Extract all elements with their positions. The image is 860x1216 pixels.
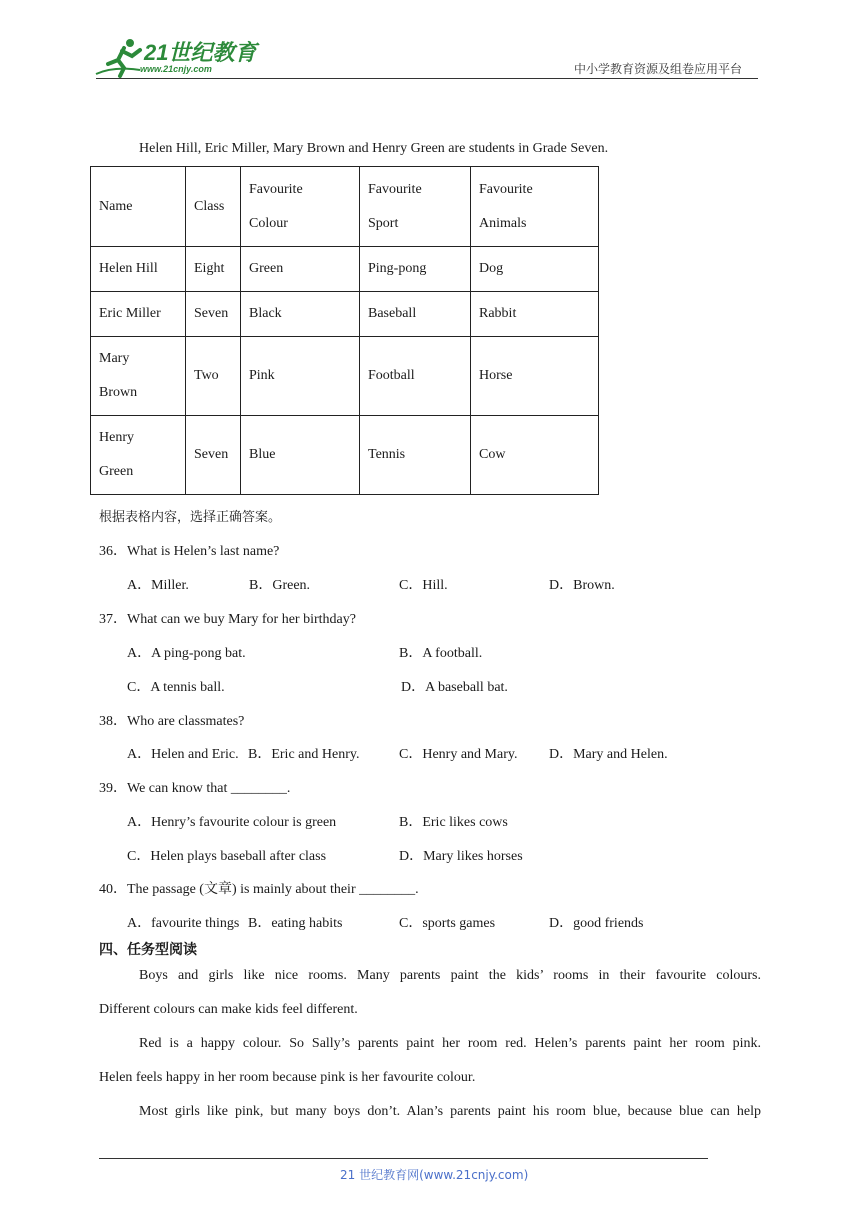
passage-line: Red is a happy colour. So Sally’s parents paint her room red. Helen’s parents paint her room pink.: [139, 1036, 761, 1051]
instruction-text: 根据表格内容，选择正确答案。: [99, 510, 282, 525]
table-row: [91, 247, 599, 292]
passage-line: Helen feels happy in her room because pink is her favourite colour.: [99, 1070, 476, 1085]
table-cell: [91, 416, 186, 495]
option-a[interactable]: A．Helen and Eric.: [127, 747, 239, 762]
header-line: Favourite: [479, 181, 533, 197]
name-line: Mary: [99, 351, 130, 366]
logo-text: 21世纪教育: [144, 40, 257, 65]
table-cell: Blue: [241, 416, 360, 495]
question-stem: 38．Who are classmates?: [99, 714, 245, 729]
option-d[interactable]: D．Mary likes horses: [399, 849, 523, 864]
table-header-cell: [241, 167, 360, 247]
name-line: Henry: [99, 430, 134, 445]
option-a[interactable]: A．favourite things: [127, 916, 240, 931]
passage-line: Boys and girls like nice rooms. Many parents paint the kids’ rooms in their favourite colours.: [139, 968, 761, 983]
option-d[interactable]: D．A baseball bat.: [401, 680, 508, 695]
option-b[interactable]: B．Eric and Henry.: [248, 747, 360, 762]
name-line: Green: [99, 464, 134, 479]
name-line: Brown: [99, 385, 138, 400]
option-c[interactable]: C．Hill.: [399, 578, 448, 593]
table-cell: [91, 337, 186, 416]
table-header-row: [91, 167, 599, 247]
header-line: Animals: [479, 215, 527, 231]
header-line: Sport: [368, 215, 399, 231]
footer-link[interactable]: 21 世纪教育网(www.21cnjy.com): [340, 1168, 529, 1182]
table-header-cell: [471, 167, 599, 247]
table-cell: Pink: [241, 337, 360, 416]
header-line: Colour: [249, 215, 288, 231]
table-header-cell: Name: [91, 167, 186, 247]
header-line: Favourite: [249, 181, 303, 197]
student-info-table: [90, 166, 599, 495]
question-stem: 39．We can know that ________.: [99, 781, 291, 796]
passage-line: Different colours can make kids feel different.: [99, 1002, 358, 1017]
table-cell: Eric Miller: [91, 292, 186, 337]
passage-line: Most girls like pink, but many boys don’t. Alan’s parents paint his room blue, because blue can help: [139, 1104, 761, 1119]
table-cell: Rabbit: [471, 292, 599, 337]
table-cell: Two: [186, 337, 241, 416]
table-cell: Cow: [471, 416, 599, 495]
table-row: [91, 337, 599, 416]
table-cell: Ping-pong: [360, 247, 471, 292]
table-header-cell: [360, 167, 471, 247]
table-cell: Helen Hill: [91, 247, 186, 292]
table-cell: Seven: [186, 416, 241, 495]
option-b[interactable]: B．A football.: [399, 646, 483, 661]
option-d[interactable]: D．Mary and Helen.: [549, 747, 668, 762]
intro-text: Helen Hill, Eric Miller, Mary Brown and Henry Green are students in Grade Seven.: [139, 141, 609, 156]
question-stem: 36．What is Helen’s last name?: [99, 544, 280, 559]
table-cell: Seven: [186, 292, 241, 337]
logo-url: www.21cnjy.com: [140, 64, 212, 74]
table-cell: Football: [360, 337, 471, 416]
table-cell: Baseball: [360, 292, 471, 337]
option-a[interactable]: A．A ping-pong bat.: [127, 646, 246, 661]
option-b[interactable]: B．Eric likes cows: [399, 815, 508, 830]
question-stem: 40．The passage (文章) is mainly about their ________.: [99, 882, 419, 897]
table-cell: Tennis: [360, 416, 471, 495]
table-row: [91, 292, 599, 337]
section-title: 四、任务型阅读: [99, 942, 197, 958]
option-c[interactable]: C．Henry and Mary.: [399, 747, 518, 762]
option-d[interactable]: D．good friends: [549, 916, 644, 931]
table-cell: Eight: [186, 247, 241, 292]
question-stem: 37．What can we buy Mary for her birthday?: [99, 612, 356, 627]
option-d[interactable]: D．Brown.: [549, 578, 615, 593]
option-c[interactable]: C．sports games: [399, 916, 496, 931]
option-c[interactable]: C．A tennis ball.: [127, 680, 225, 695]
option-a[interactable]: A．Henry’s favourite colour is green: [127, 815, 337, 830]
table-cell: Horse: [471, 337, 599, 416]
footer-divider: [99, 1158, 708, 1159]
table-header-cell: Class: [186, 167, 241, 247]
platform-name: 中小学教育资源及组卷应用平台: [574, 62, 743, 76]
option-a[interactable]: A．Miller.: [127, 578, 189, 593]
header-divider: [96, 78, 758, 79]
option-b[interactable]: B．Green.: [249, 578, 311, 593]
option-b[interactable]: B．eating habits: [248, 916, 343, 931]
option-c[interactable]: C．Helen plays baseball after class: [127, 849, 327, 864]
table-cell: Black: [241, 292, 360, 337]
table-cell: Dog: [471, 247, 599, 292]
table-cell: Green: [241, 247, 360, 292]
table-row: [91, 416, 599, 495]
header-line: Favourite: [368, 181, 422, 197]
